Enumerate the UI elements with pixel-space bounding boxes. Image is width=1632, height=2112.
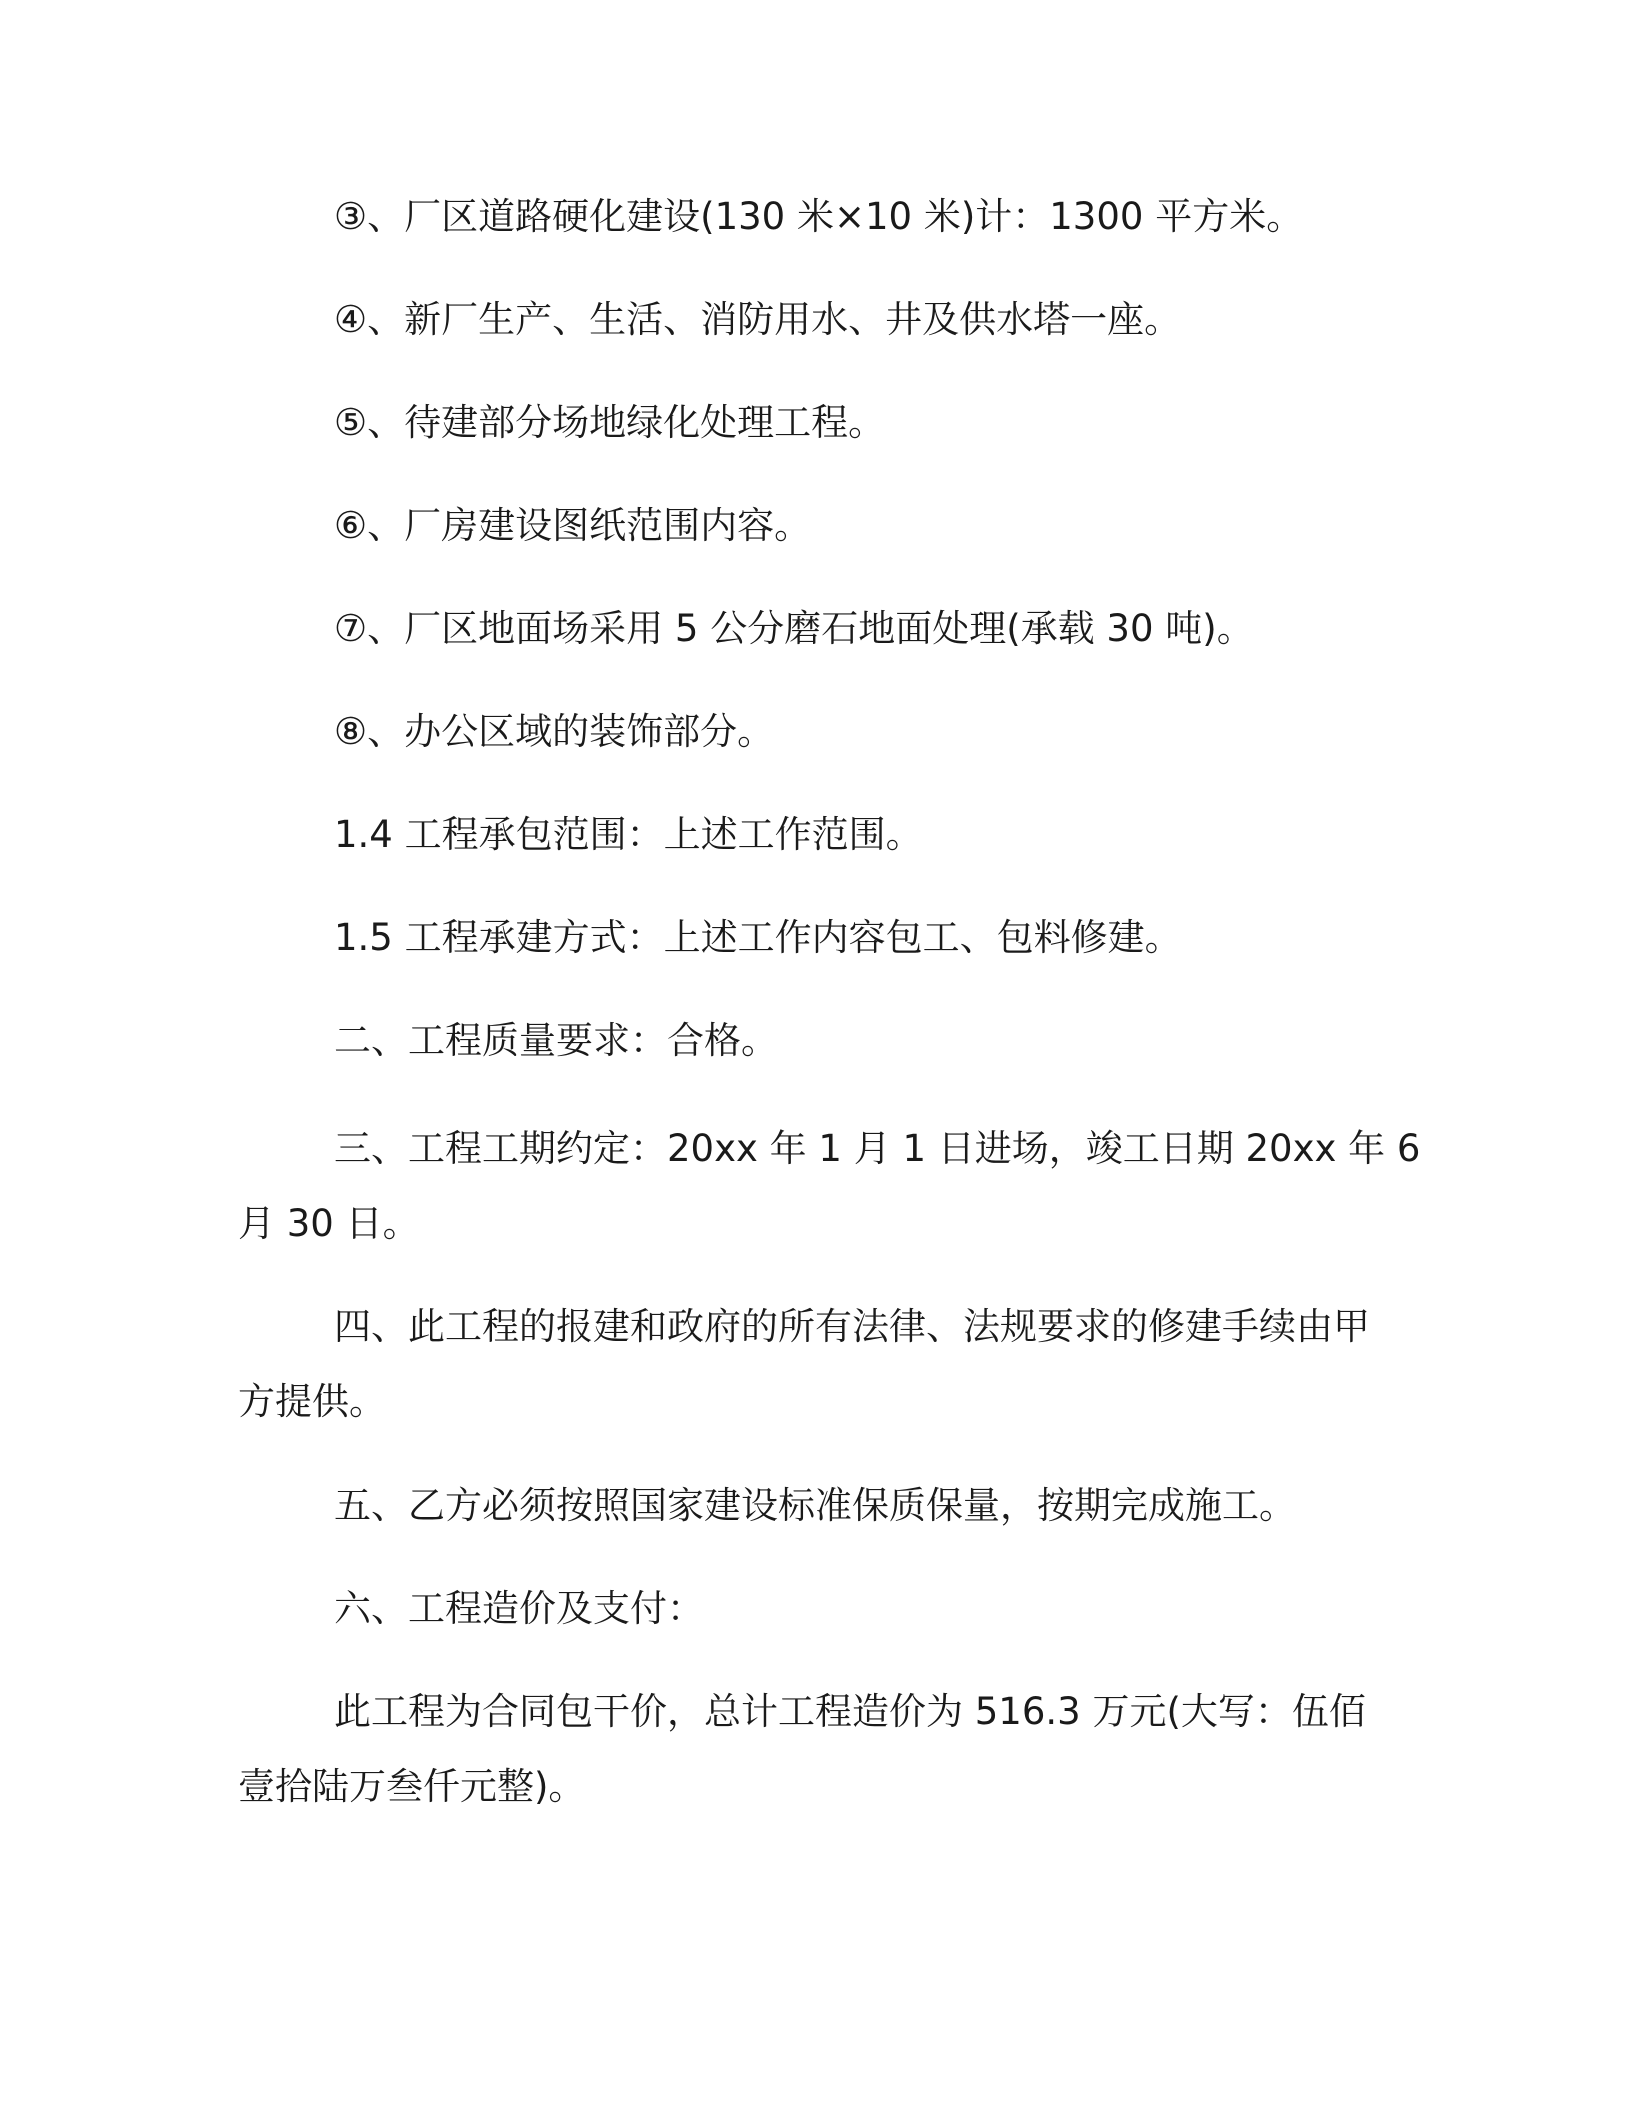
paragraph-permits-line-1: 四、此工程的报建和政府的所有法律、法规要求的修建手续由甲 — [334, 1305, 1370, 1348]
paragraph-item-6: ⑥、厂房建设图纸范围内容。 — [334, 504, 812, 547]
paragraph-item-4: ④、新厂生产、生活、消防用水、井及供水塔一座。 — [334, 298, 1182, 341]
paragraph-item-7: ⑦、厂区地面场采用 5 公分磨石地面处理(承载 30 吨)。 — [334, 607, 1254, 650]
paragraph-cost-heading: 六、工程造价及支付： — [334, 1587, 704, 1630]
paragraph-quality-obligation: 五、乙方必须按照国家建设标准保质保量，按期完成施工。 — [334, 1484, 1296, 1527]
paragraph-cost-line-1: 此工程为合同包干价，总计工程造价为 516.3 万元(大写：伍佰 — [334, 1690, 1366, 1733]
paragraph-contract-scope: 1.4 工程承包范围：上述工作范围。 — [334, 813, 923, 856]
paragraph-permits-line-2: 方提供。 — [238, 1380, 386, 1423]
paragraph-schedule-line-2: 月 30 日。 — [238, 1202, 420, 1245]
paragraph-item-5: ⑤、待建部分场地绿化处理工程。 — [334, 401, 886, 444]
paragraph-construction-method: 1.5 工程承建方式：上述工作内容包工、包料修建。 — [334, 916, 1182, 959]
paragraph-item-8: ⑧、办公区域的装饰部分。 — [334, 710, 775, 753]
paragraph-item-3: ③、厂区道路硬化建设(130 米×10 米)计：1300 平方米。 — [334, 195, 1304, 238]
paragraph-cost-line-2: 壹拾陆万叁仟元整)。 — [238, 1765, 586, 1808]
paragraph-schedule-line-1: 三、工程工期约定：20xx 年 1 月 1 日进场，竣工日期 20xx 年 6 — [334, 1127, 1421, 1170]
paragraph-quality-requirement: 二、工程质量要求：合格。 — [334, 1019, 778, 1062]
